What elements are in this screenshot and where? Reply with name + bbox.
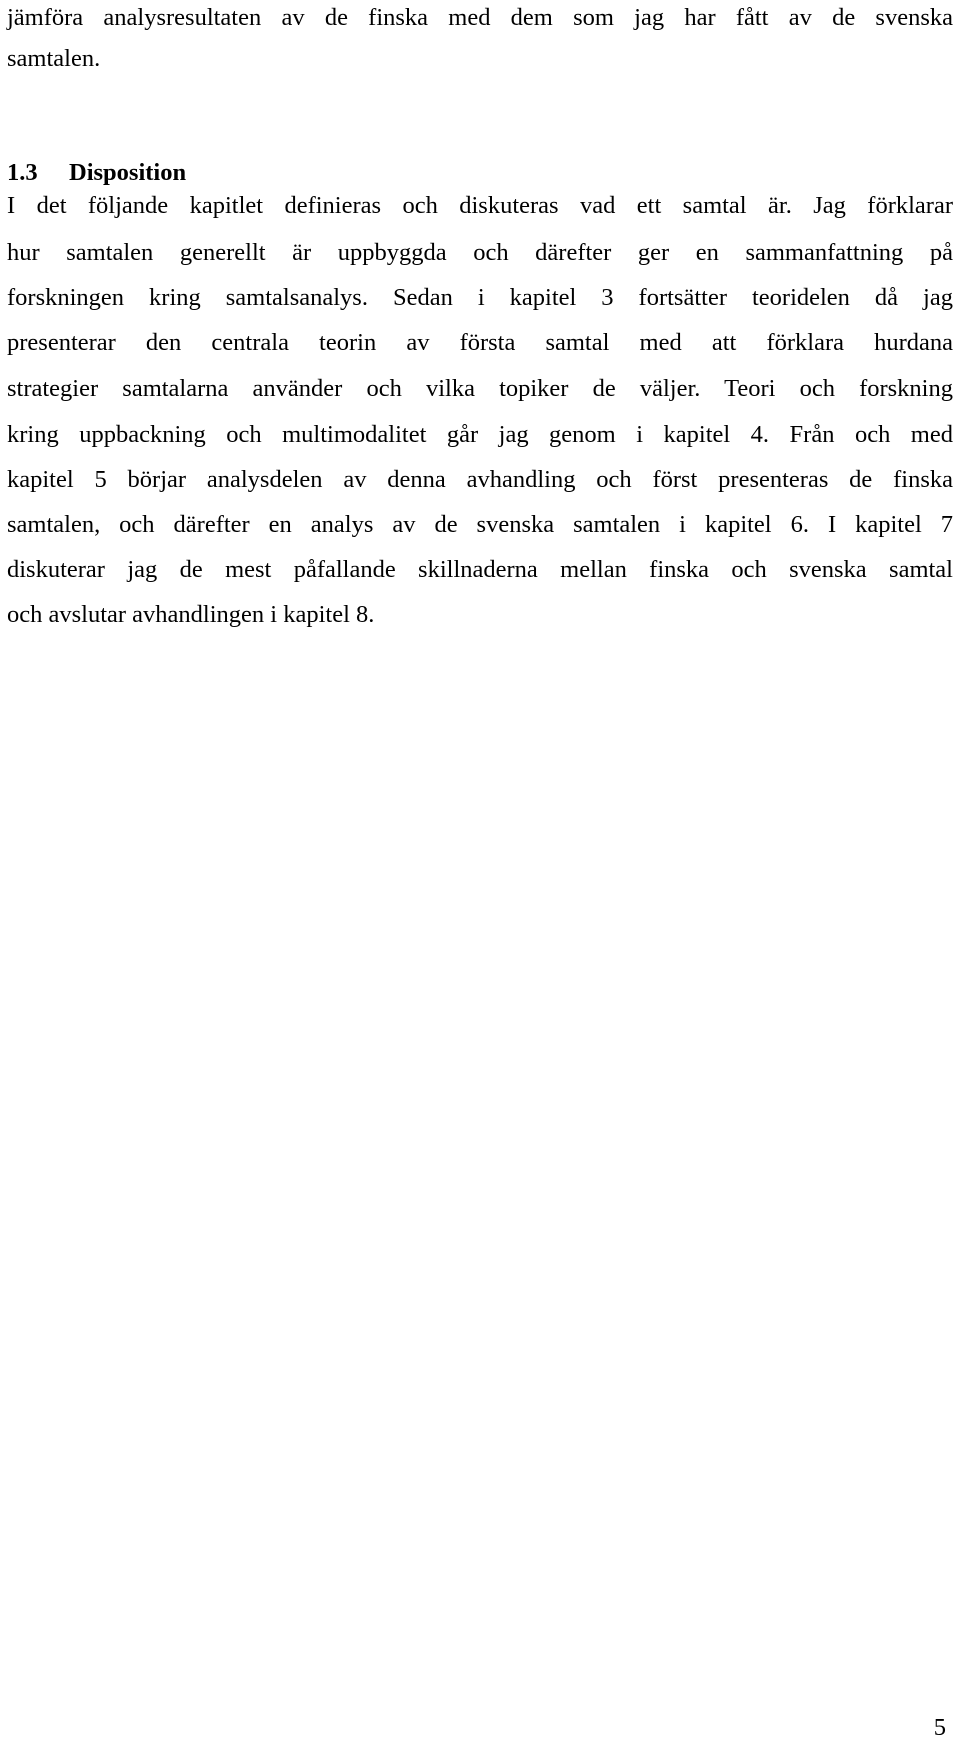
- paragraph-line-4: presenterar den centrala teorin av första samtal med att förklara hurdana: [7, 329, 953, 356]
- section-title: Disposition: [69, 159, 187, 186]
- section-number: 1.3: [7, 159, 38, 186]
- paragraph-line-3: forskningen kring samtalsanalys. Sedan i kapitel 3 fortsätter teoridelen då jag: [7, 284, 953, 311]
- paragraph-line-2: hur samtalen generellt är uppbyggda och därefter ger en sammanfattning på: [7, 239, 953, 266]
- intro-line-2: samtalen.: [7, 45, 101, 72]
- paragraph-line-9: diskuterar jag de mest påfallande skillnaderna mellan finska och svenska samtal: [7, 556, 953, 583]
- paragraph-line-10: och avslutar avhandlingen i kapitel 8.: [7, 601, 375, 628]
- section-heading: [7, 158, 186, 188]
- paragraph-line-1: I det följande kapitlet definieras och diskuteras vad ett samtal är. Jag förklarar: [7, 192, 953, 219]
- paragraph-line-5: strategier samtalarna använder och vilka topiker de väljer. Teori och forskning: [7, 375, 953, 402]
- paragraph-line-8: samtalen, och därefter en analys av de svenska samtalen i kapitel 6. I kapitel 7: [7, 511, 953, 538]
- paragraph-line-7: kapitel 5 börjar analysdelen av denna avhandling och först presenteras de finska: [7, 466, 953, 493]
- page-number: 5: [933, 1714, 946, 1741]
- intro-line-1: jämföra analysresultaten av de finska med dem som jag har fått av de svenska: [7, 4, 953, 31]
- paragraph-line-6: kring uppbackning och multimodalitet går jag genom i kapitel 4. Från och med: [7, 421, 953, 448]
